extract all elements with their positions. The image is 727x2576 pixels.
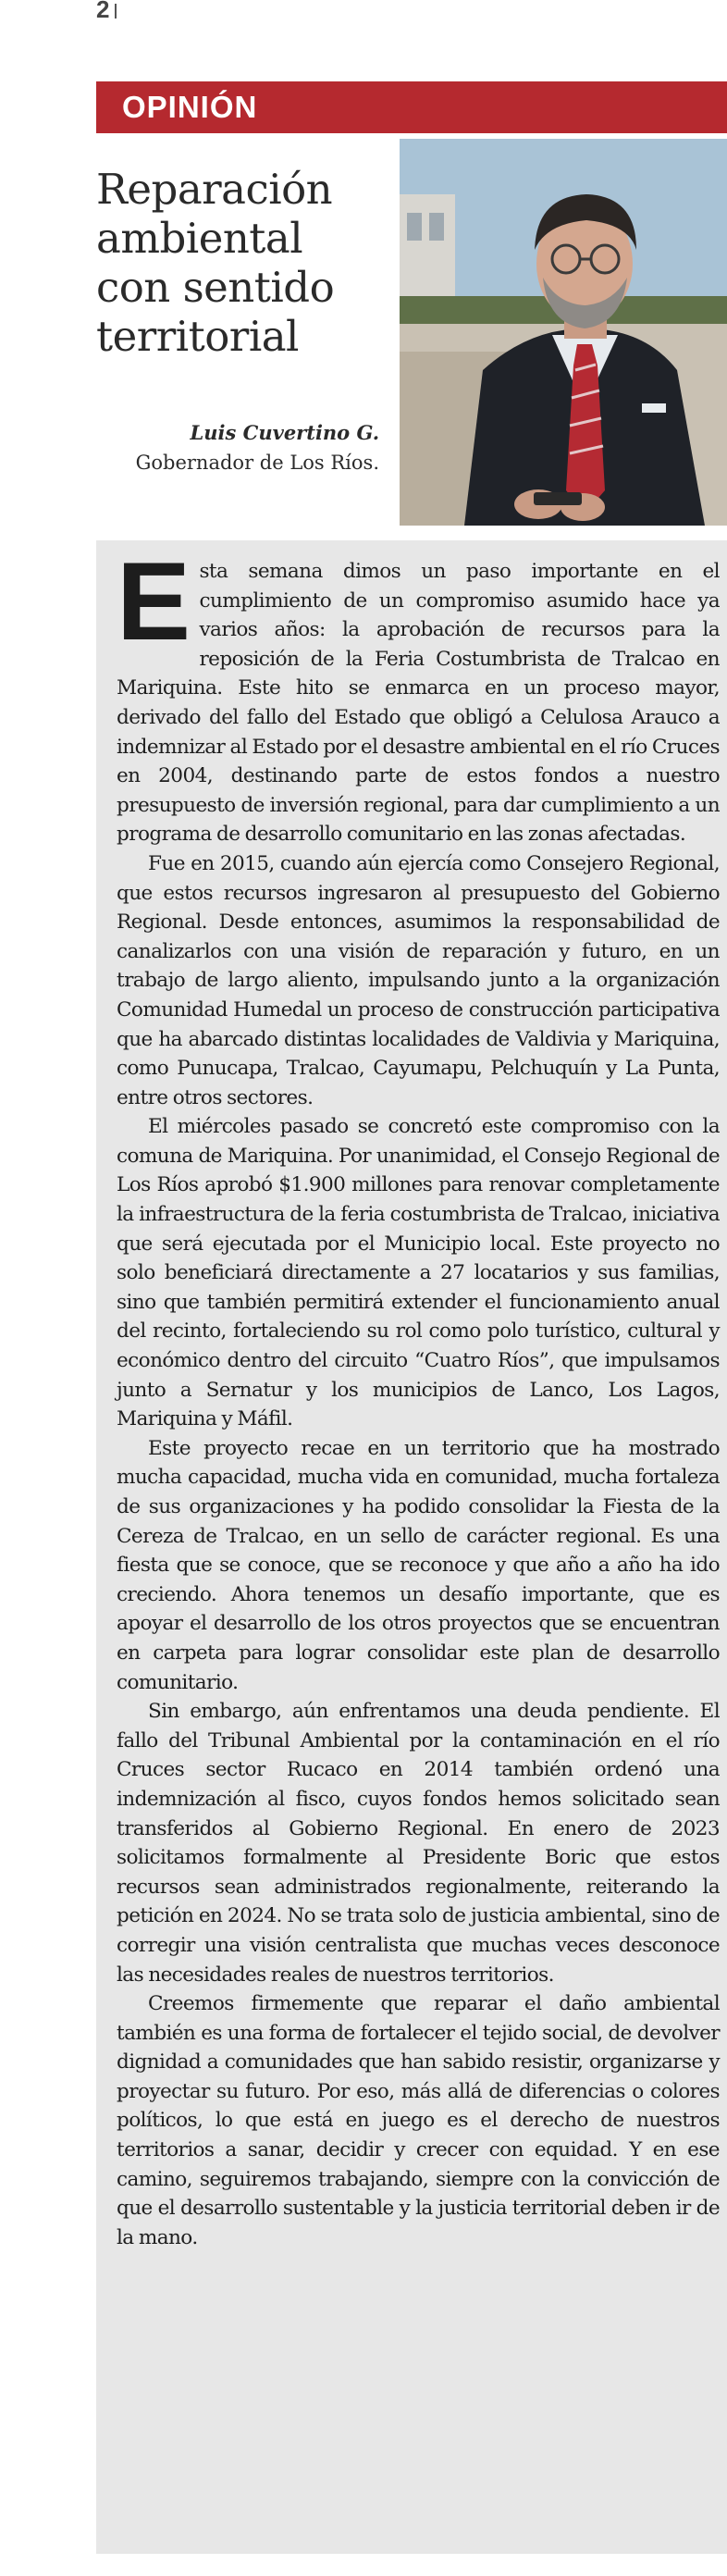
author-name: Luis Cuvertino G.	[190, 421, 379, 444]
article-paragraph: Este proyecto recae en un territorio que ha mostrado mucha capacidad, mucha vida en comunidad, mucha fortaleza de sus organizaciones y ha podido consolidar la Fiesta de la Cereza de Tralcao, en un sello de carácter regional. Es una fiesta que se conoce, que se reconoce y que año a año ha ido creciendo. Ahora tenemos un desafío importante, que es apoyar el desarrollo de los otros proyectos que se encuentran en carpeta para lograr consolidar este plan de desarrollo comunitario.	[117, 1436, 720, 1694]
headline-line: ambiental	[96, 214, 303, 263]
author-portrait-photo	[400, 139, 727, 526]
headline-line: territorial	[96, 312, 299, 361]
headline-line: Reparación	[96, 165, 333, 214]
article-paragraph: El miércoles pasado se concretó este compromiso con la comuna de Mariquina. Por unanimidad, el Consejo Regional de Los Ríos aprobó $1.900 millones para renovar completamente la infraestructura de la feria costumbrista de Tralcao, iniciativa que será ejecutada por el Municipio local. Este proyecto no solo beneficiará directamente a 27 locatarios y sus familias, sino que también permitirá extender el funcionamiento anual del recinto, fortaleciendo su rol como polo turístico, cultural y económico dentro del circuito “Cuatro Ríos”, que impulsamos junto a Sernatur y los municipios de Lanco, Los Lagos, Mariquina y Máfil.	[117, 1115, 720, 1431]
article-column	[96, 540, 727, 2554]
article-paragraph: Creemos firmemente que reparar el daño ambiental también es una forma de fortalecer el tejido social, de devolver dignidad a comunidades que han sabido resistir, organizarse y proyectar su futuro. Por eso, más allá de diferencias o colores políticos, lo que está en juego es el derecho de nuestros territorios a sanar, decidir y crecer con equidad. Y en ese camino, seguiremos trabajando, siempre con la convicción de que el desarrollo sustentable y la justicia territorial deben ir de la mano.	[117, 1992, 720, 2249]
page-number: 2	[96, 0, 117, 19]
article-paragraph: Sin embargo, aún enfrentamos una deuda pendiente. El fallo del Tribunal Ambiental por la contaminación en el río Cruces sector Rucaco en 2014 también ordenó una indemnización al fisco, cuyos fondos hemos solicitado sean transferidos al Gobierno Regional. En enero de 2023 solicitamos formalmente al Presidente Boric que estos recursos sean administrados regionalmente, reiterando la petición en 2024. No se trata solo de justicia ambiental, sino de corregir una visión centralista que muchas veces desconoce las necesidades reales de nuestros territorios.	[117, 1700, 720, 1987]
headline-line: con sentido	[96, 263, 335, 312]
article-paragraph: Fue en 2015, cuando aún ejercía como Consejero Regional, que estos recursos ingresaron al presupuesto del Gobierno Regional. Desde entonces, asumimos la responsabilidad de canalizarlos con una visión de reparación y futuro, en un trabajo de largo aliento, impulsando junto a la organización Comunidad Humedal un proceso de construcción participativa que ha abarcado distintas localidades de Valdivia y Mariquina, como Punucapa, Tralcao, Cayumapu, Pelchuquín y La Punta, entre otros sectores.	[117, 851, 720, 1109]
article-body	[117, 539, 720, 2252]
author-role: Gobernador de Los Ríos.	[135, 452, 379, 474]
byline	[92, 419, 379, 478]
article-paragraph-text: sta semana dimos un paso importante en el cumplimiento de un compromiso asumido hace ya varios años: la aprobación de recursos para la reposición de la Feria Costumbrista de Tralcao en Mariquina. Este hito se enmarca en un proceso mayor, derivado del fallo del Estado que obligó a Celulosa Arauco a indemnizar al Estado por el desastre ambiental en el río Cruces en 2004, destinando parte de estos fondos a nuestro presupuesto de inversión regional, para dar cumplimiento a un programa de desarrollo comunitario en las zonas afectadas.	[117, 560, 720, 847]
drop-cap: E	[117, 539, 191, 663]
portrait-photo-icon	[400, 139, 727, 526]
article-paragraph	[117, 539, 720, 849]
section-label: OPINIÓN	[122, 90, 258, 124]
headline	[96, 165, 401, 361]
section-bar	[96, 81, 727, 133]
